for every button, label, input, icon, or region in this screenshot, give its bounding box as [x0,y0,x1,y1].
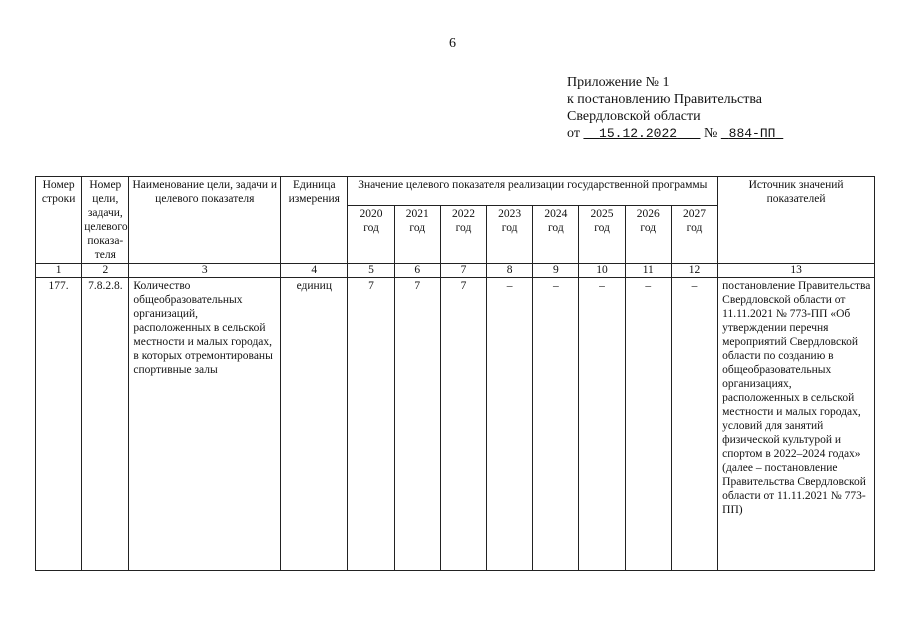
column-number: 7 [440,264,486,278]
header-year: 2025 год [579,206,625,264]
header-year: 2023 год [487,206,533,264]
header-year: 2021 год [394,206,440,264]
cell-value: 7 [394,278,440,571]
column-number: 12 [671,264,717,278]
header-year: 2027 год [671,206,717,264]
cell-source: постановление Правительства Свердловской области от 11.11.2021 № 773-ПП «Об утверждении перечня мероприятий Свердловской области по созданию в общеобразовательных организациях, расположенных в сельской местности и малых городах, условий для занятий физической культурой и спортом в 2022–2024 годах» (далее – постановление Правительства Свердловской области от 11.11.2021 № 773-ПП) [718,278,875,571]
cell-value: – [579,278,625,571]
column-numbers-row [36,264,875,278]
column-number: 2 [82,264,129,278]
cell-value: – [533,278,579,571]
header-goal-number: Номер цели, задачи, целевого показа-теля [82,177,129,264]
column-number: 11 [625,264,671,278]
column-number: 10 [579,264,625,278]
column-number: 3 [129,264,281,278]
header-year: 2020 год [348,206,394,264]
column-number: 4 [281,264,348,278]
appendix-title: Приложение № 1 [567,75,670,90]
header-source: Источник значений показателей [718,177,875,264]
header-year: 2026 год [625,206,671,264]
header-row-number: Номер строки [36,177,82,264]
resolution-number: 884-ПП [728,126,776,141]
cell-row-number: 177. [36,278,82,571]
column-number: 1 [36,264,82,278]
cell-value: – [671,278,717,571]
column-number: 6 [394,264,440,278]
header-name: Наименование цели, задачи и целевого показателя [129,177,281,264]
appendix-date-line [567,125,783,142]
header-year: 2022 год [440,206,486,264]
cell-value: – [487,278,533,571]
header-row [36,177,875,206]
cell-goal-number: 7.8.2.8. [82,278,129,571]
appendix-block [567,74,783,142]
cell-unit: единиц [281,278,348,571]
cell-indicator-name: Количество общеобразовательных организаций, расположенных в сельской местности и малых городах, в которых отремонтированы спортивные залы [129,278,281,571]
column-number: 9 [533,264,579,278]
resolution-date: 15.12.2022 [599,126,678,141]
column-number: 8 [487,264,533,278]
number-label: № [703,126,718,141]
appendix-line-2: к постановлению Правительства [567,92,763,107]
cell-value: 7 [348,278,394,571]
indicators-table [35,176,875,571]
page-number: 6 [449,36,456,51]
header-values-group: Значение целевого показателя реализации государственной программы [348,177,718,206]
cell-value: 7 [440,278,486,571]
header-unit: Единица измерения [281,177,348,264]
cell-value: – [625,278,671,571]
from-label: от [567,126,580,141]
column-number: 13 [718,264,875,278]
table-row [36,278,875,571]
header-year: 2024 год [533,206,579,264]
appendix-line-3: Свердловской области [567,109,701,124]
column-number: 5 [348,264,394,278]
